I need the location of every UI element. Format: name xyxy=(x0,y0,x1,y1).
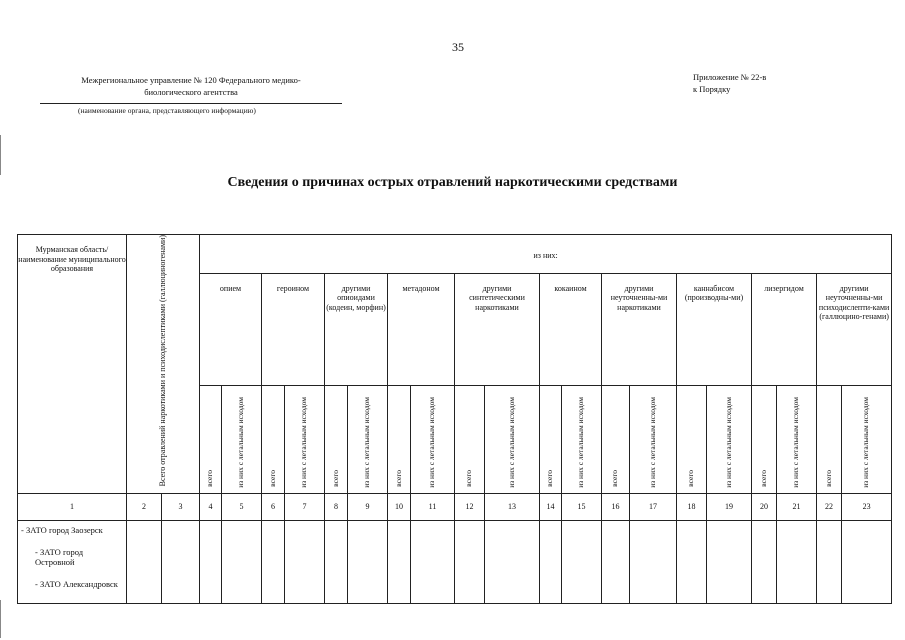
data-cell[interactable] xyxy=(540,520,562,603)
of-them-header: из них: xyxy=(200,235,892,274)
table-row xyxy=(18,520,892,603)
data-cell[interactable] xyxy=(562,520,602,603)
col-number: 11 xyxy=(411,493,455,520)
data-cell[interactable] xyxy=(262,520,285,603)
subheader-fatal: из них с летальным исходом xyxy=(348,385,388,493)
region-list-cell xyxy=(18,520,127,603)
region-list xyxy=(18,521,126,593)
subheader-fatal: из них с летальным исходом xyxy=(285,385,325,493)
subheader-all: всего xyxy=(677,385,707,493)
subheader-all: всего xyxy=(325,385,348,493)
page-number: 35 xyxy=(452,40,464,54)
col-number: 22 xyxy=(817,493,842,520)
subheader-all: всего xyxy=(752,385,777,493)
data-cell[interactable] xyxy=(630,520,677,603)
col-number: 9 xyxy=(348,493,388,520)
subheader-fatal: из них с летальным исходом xyxy=(485,385,540,493)
data-cell[interactable] xyxy=(127,520,162,603)
col-number: 21 xyxy=(777,493,817,520)
region-header: Мурманская область/ наименование муниципального образования xyxy=(18,235,127,494)
data-cell[interactable] xyxy=(222,520,262,603)
col-number: 8 xyxy=(325,493,348,520)
region-name: - ЗАТО Александровск xyxy=(35,578,118,589)
col-number: 14 xyxy=(540,493,562,520)
subheader-fatal: из них с летальным исходом xyxy=(842,385,892,493)
region-name: - ЗАТО город Островной xyxy=(35,546,84,567)
data-cell[interactable] xyxy=(200,520,222,603)
region-name: - ЗАТО город Заозерск xyxy=(21,524,103,535)
col-number: 7 xyxy=(285,493,325,520)
col-number: 1 xyxy=(18,493,127,520)
data-cell[interactable] xyxy=(485,520,540,603)
data-cell[interactable] xyxy=(752,520,777,603)
total-header-text: Всего отравлений наркотиками и психодислептиками (галлюциногенами) xyxy=(158,235,168,487)
data-cell[interactable] xyxy=(602,520,630,603)
col-number: 13 xyxy=(485,493,540,520)
col-number: 15 xyxy=(562,493,602,520)
subheader-all: всего xyxy=(200,385,222,493)
col-number: 18 xyxy=(677,493,707,520)
group-header-synthetic: другими синтетическими наркотиками xyxy=(455,273,540,385)
document-title: Сведения о причинах острых отравлений наркотическими средствами xyxy=(227,175,678,190)
org-caption: (наименование органа, представляющего информацию) xyxy=(78,106,256,115)
group-header-cocaine: кокаином xyxy=(540,273,602,385)
data-cell[interactable] xyxy=(285,520,325,603)
subheader-fatal: из них с летальным исходом xyxy=(222,385,262,493)
total-header xyxy=(127,235,200,494)
group-header-cannabis: каннабисом (производны-ми) xyxy=(677,273,752,385)
col-number: 12 xyxy=(455,493,485,520)
group-header-heroin: героином xyxy=(262,273,325,385)
data-cell[interactable] xyxy=(777,520,817,603)
group-header-lysergide: лизергидом xyxy=(752,273,817,385)
data-cell[interactable] xyxy=(388,520,411,603)
appendix-note xyxy=(693,71,766,95)
column-number-row xyxy=(18,493,892,520)
org-underline xyxy=(40,103,342,104)
data-cell[interactable] xyxy=(455,520,485,603)
col-number: 2 xyxy=(127,493,162,520)
subheader-all: всего xyxy=(455,385,485,493)
subheader-fatal: из них с летальным исходом xyxy=(562,385,602,493)
data-cell[interactable] xyxy=(707,520,752,603)
data-cell[interactable] xyxy=(411,520,455,603)
col-number: 16 xyxy=(602,493,630,520)
subheader-fatal: из них с летальным исходом xyxy=(630,385,677,493)
group-header-opium: опием xyxy=(200,273,262,385)
group-header-other-opioids: другими опиоидами (кодеин, морфин) xyxy=(325,273,388,385)
margin-mark xyxy=(0,600,1,638)
org-name: Межрегиональное управление № 120 Федерального медико-биологического агентства xyxy=(81,75,301,97)
appendix-line-1: Приложение № 22-в xyxy=(693,72,767,82)
subheader-all: всего xyxy=(262,385,285,493)
col-number: 23 xyxy=(842,493,892,520)
subheader-all: всего xyxy=(817,385,842,493)
col-number: 5 xyxy=(222,493,262,520)
data-cell[interactable] xyxy=(817,520,842,603)
group-header-unspecified-drugs: другими неуточненны-ми наркотиками xyxy=(602,273,677,385)
margin-mark xyxy=(0,135,1,175)
col-number: 4 xyxy=(200,493,222,520)
group-header-unspecified-psychodysleptics: другими неуточненны-ми психодислепти-ками (галлюцино-генами) xyxy=(817,273,892,385)
subheader-all: всего xyxy=(602,385,630,493)
data-cell[interactable] xyxy=(348,520,388,603)
col-number: 20 xyxy=(752,493,777,520)
col-number: 6 xyxy=(262,493,285,520)
data-cell[interactable] xyxy=(677,520,707,603)
appendix-line-2: к Порядку xyxy=(693,84,731,94)
subheader-fatal: из них с летальным исходом xyxy=(777,385,817,493)
col-number: 10 xyxy=(388,493,411,520)
group-header-methadone: метадоном xyxy=(388,273,455,385)
subheader-fatal: из них с летальным исходом xyxy=(411,385,455,493)
data-cell[interactable] xyxy=(162,520,200,603)
poisoning-table xyxy=(17,234,892,604)
col-number: 17 xyxy=(630,493,677,520)
subheader-all: всего xyxy=(388,385,411,493)
data-cell[interactable] xyxy=(842,520,892,603)
subheader-all: всего xyxy=(540,385,562,493)
col-number: 19 xyxy=(707,493,752,520)
col-number: 3 xyxy=(162,493,200,520)
subheader-fatal: из них с летальным исходом xyxy=(707,385,752,493)
data-cell[interactable] xyxy=(325,520,348,603)
